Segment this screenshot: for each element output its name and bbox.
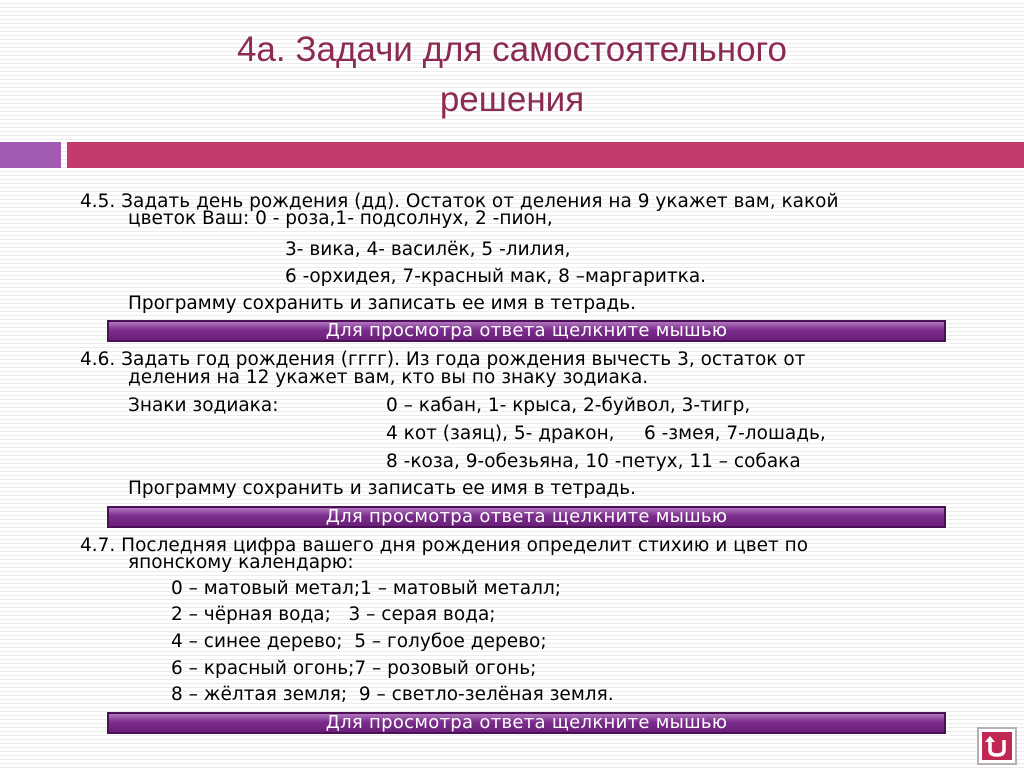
zodiac-label: Знаки зодиака: xyxy=(128,395,279,416)
task-4-7-line-1: 4.7. Последняя цифра вашего дня рождения определит стихию и цвет по xyxy=(80,535,809,556)
task-4-5-save: Программу сохранить и записать ее имя в тетрадь. xyxy=(128,293,636,314)
element-item: 0 – матовый метал;1 – матовый металл; xyxy=(171,578,562,599)
task-4-5-line-2: цветок Ваш: 0 - роза,1- подсолнух, 2 -пион, xyxy=(128,208,553,229)
return-button[interactable] xyxy=(977,727,1017,765)
decorative-bar-right xyxy=(67,142,1024,168)
answer-button-4-7[interactable]: Для просмотра ответа щелкните мышью xyxy=(107,712,946,734)
task-4-5-line-3: 3- вика, 4- василёк, 5 -лилия, xyxy=(285,239,571,260)
decorative-bar-left xyxy=(0,142,61,168)
zodiac-row-1: 0 – кабан, 1- крыса, 2-буйвол, 3-тигр, xyxy=(386,395,751,416)
task-4-6-line-2: деления на 12 укажет вам, кто вы по знаку зодиака. xyxy=(128,367,649,388)
task-4-5-line-1: 4.5. Задать день рождения (дд). Остаток от деления на 9 укажет вам, какой xyxy=(80,191,839,212)
element-item: 4 – синее дерево; 5 – голубое дерево; xyxy=(171,631,547,652)
slide-title-line-2: решения xyxy=(439,80,585,119)
zodiac-row-2: 4 кот (заяц), 5- дракон, 6 -змея, 7-лошадь, xyxy=(386,423,826,444)
element-item: 2 – чёрная вода; 3 – серая вода; xyxy=(171,604,496,625)
return-arrow-icon xyxy=(982,732,1012,760)
answer-button-4-5[interactable]: Для просмотра ответа щелкните мышью xyxy=(107,320,946,342)
element-item: 8 – жёлтая земля; 9 – светло-зелёная земля. xyxy=(171,684,614,705)
zodiac-row-3: 8 -коза, 9-обезьяна, 10 -петух, 11 – собака xyxy=(386,451,801,472)
answer-button-4-6[interactable]: Для просмотра ответа щелкните мышью xyxy=(107,506,946,528)
slide-title-line-1: 4а. Задачи для самостоятельного xyxy=(236,30,788,69)
task-4-7-line-2: японскому календарю: xyxy=(128,552,354,573)
task-4-6-save: Программу сохранить и записать ее имя в тетрадь. xyxy=(128,478,636,499)
task-4-5-line-4: 6 -орхидея, 7-красный мак, 8 –маргаритка. xyxy=(285,266,707,287)
element-item: 6 – красный огонь;7 – розовый огонь; xyxy=(171,658,537,679)
task-4-6-line-1: 4.6. Задать год рождения (гггг). Из года рождения вычесть 3, остаток от xyxy=(80,349,806,370)
